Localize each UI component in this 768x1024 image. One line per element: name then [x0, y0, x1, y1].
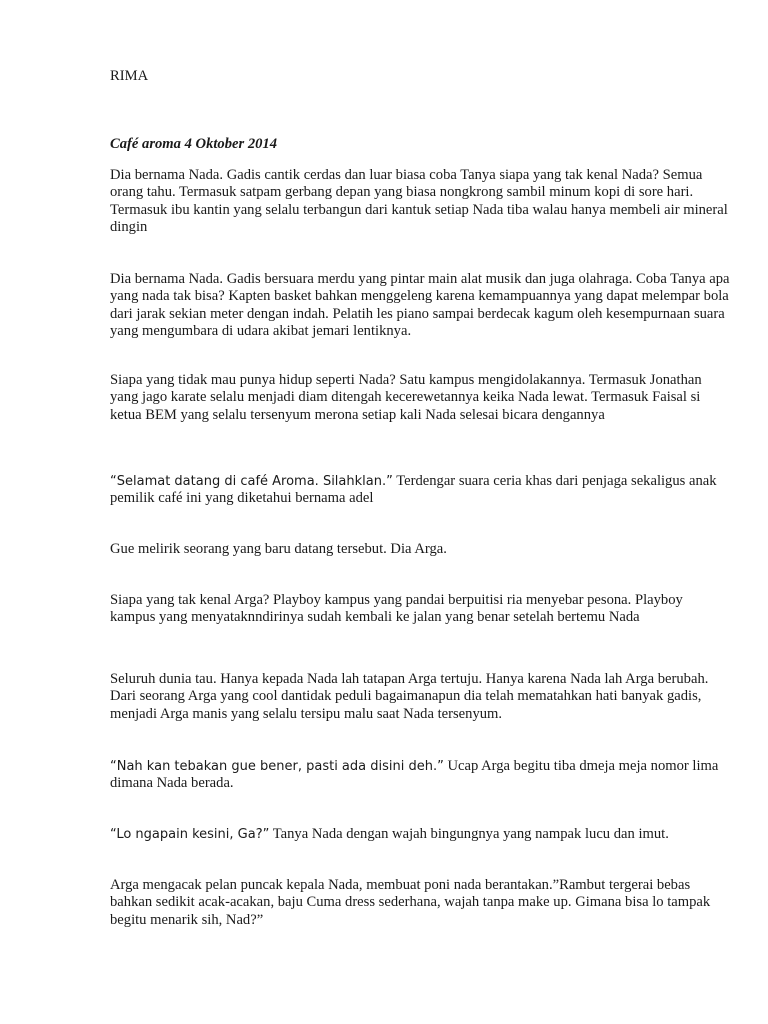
paragraph-8 [110, 758, 730, 793]
paragraph-6 [110, 592, 730, 627]
paragraph-2 [110, 271, 730, 341]
paragraph-4 [110, 473, 730, 508]
paragraph-text: Siapa yang tak kenal Arga? Playboy kampus yang pandai berpuitisi ria menyebar pesona. Playboy kampus yang menyataknndirinya sudah kembali ke jalan yang benar setelah bertemu Nada [110, 592, 683, 626]
paragraph-text: Tanya Nada dengan wajah bingungnya yang nampak lucu dan imut. [269, 826, 669, 842]
dialogue-quote: “Lo ngapain kesini, Ga?” [110, 827, 270, 842]
paragraph-text: Seluruh dunia tau. Hanya kepada Nada lah tatapan Arga tertuju. Hanya karena Nada lah Arga berubah. Dari seorang Arga yang cool dantidak peduli bagaimanapun dia telah mematahkan hati banyak gadis, menjadi Arga manis yang selalu tersipu malu saat Nada tersenyum. [110, 671, 709, 722]
paragraph-text: Arga mengacak pelan puncak kepala Nada, membuat poni nada berantakan.”Rambut tergerai bebas bahkan sedikit acak-acakan, baju Cuma dress sederhana, wajah tanpa make up. Gimana bisa lo tampak begitu menarik sih, Nad?” [110, 877, 711, 928]
paragraph-text: Dia bernama Nada. Gadis cantik cerdas dan luar biasa coba Tanya siapa yang tak kenal Nada? Semua orang tahu. Termasuk satpam gerbang depan yang biasa nongkrong sambil minum kopi di sore hari. Termasuk ibu kantin yang selalu terbangun dari kantuk setiap Nada tiba walau hanya membeli air mineral dingin [110, 167, 728, 236]
paragraph-3 [110, 372, 730, 424]
paragraph-text: Gue melirik seorang yang baru datang tersebut. Dia Arga. [110, 541, 447, 557]
paragraph-text: Terdengar suara ceria khas dari penjaga sekaligus anak pemilik café ini yang diketahui bernama adel [110, 473, 717, 507]
dialogue-quote: “Nah kan tebakan gue bener, pasti ada disini deh.” [110, 759, 444, 774]
chapter-heading: Café aroma 4 Oktober 2014 [110, 136, 278, 152]
author-name: RIMA [110, 68, 149, 84]
paragraph-10 [110, 877, 730, 929]
paragraph-7 [110, 671, 730, 723]
paragraph-text: Ucap Arga begitu tiba dmeja meja nomor lima dimana Nada berada. [110, 758, 719, 792]
paragraph-text: Siapa yang tidak mau punya hidup seperti Nada? Satu kampus mengidolakannya. Termasuk Jonathan yang jago karate selalu menjadi diam ditengah kecerewetannya keika Nada lewat. Termasuk Faisal si ketua BEM yang selalu tersenyum merona setiap kali Nada selesai bicara dengannya [110, 372, 702, 423]
paragraph-text: Dia bernama Nada. Gadis bersuara merdu yang pintar main alat musik dan juga olahraga. Coba Tanya apa yang nada tak bisa? Kapten basket bahkan menggeleng karena kemampuannya yang dapat melempar bola dari jarak sekian meter dengan indah. Pelatih les piano sampai berdecak kagum oleh kesempurnaan suara yang mengumbara di udara akibat jemari lentiknya. [110, 271, 730, 340]
dialogue-quote: “Selamat datang di café Aroma. Silahklan.” [110, 474, 393, 489]
paragraph-5 [110, 541, 730, 558]
paragraph-1 [110, 167, 730, 237]
paragraph-9 [110, 826, 730, 843]
